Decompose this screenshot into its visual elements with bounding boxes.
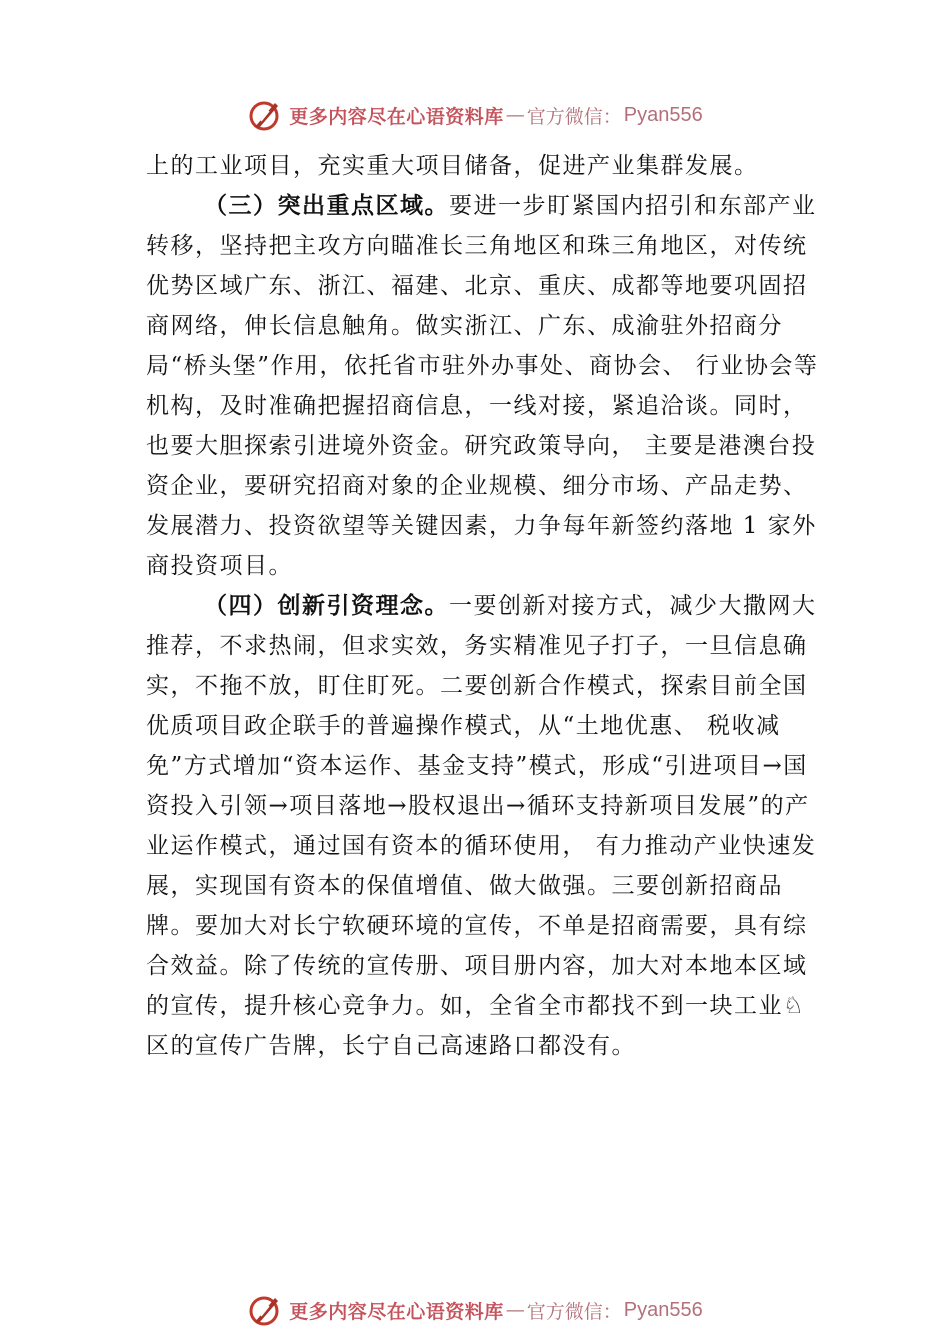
watermark-text: 更多内容尽在心语资料库: [289, 1300, 504, 1323]
paragraph-continuation: [146, 146, 826, 186]
watermark-wechat-label: 官方微信：: [526, 105, 622, 128]
footer-watermark: [0, 1288, 950, 1332]
quill-logo-icon: [247, 97, 283, 133]
header-watermark: [0, 93, 950, 137]
section-heading: （四）创新引资理念。: [204, 593, 449, 619]
paragraph-text: 要进一步盯紧国内招引和东部产业转移，坚持把主攻方向瞄准长三角地区和珠三角地区，对传统优势区域广东、浙江、福建、北京、重庆、成都等地要巩固招商网络，伸长信息触角。做实浙江、广东、成渝驻外招商分局“桥头堡”作用，依托省市驻外办事处、商协会、 行业协会等机构，及时准确把握招商信息，一线对接，紧追洽谈。同时，也要大胆探索引进境外资金。研究政策导向， 主要是港澳台投资企业，要研究招商对象的企业规模、细分市场、产品走势、发展潜力、投资欲望等关键因素，力争每年新签约落地 1 家外商投资项目。: [146, 193, 819, 579]
paragraph-section-3: [146, 186, 826, 586]
watermark-separator: —: [505, 104, 525, 126]
section-heading: （三）突出重点区域。: [204, 193, 449, 219]
paragraph-section-4: [146, 586, 826, 1066]
paragraph-text: 上的工业项目，充实重大项目储备，促进产业集群发展。: [146, 153, 759, 179]
document-body: [146, 146, 826, 1066]
watermark-separator: —: [505, 1299, 525, 1321]
quill-logo-icon: [247, 1292, 283, 1328]
watermark-text: 更多内容尽在心语资料库: [289, 105, 504, 128]
watermark-wechat-id: Pyan556: [623, 1298, 703, 1321]
paragraph-text: 一要创新对接方式，减少大撒网大推荐，不求热闹，但求实效，务实精准见子打子，一旦信息确实，不拖不放，盯住盯死。二要创新合作模式，探索目前全国优质项目政企联手的普遍操作模式，从“土地优惠、 税收减免”方式增加“资本运作、基金支持”模式，形成“引进项目→国资投入引领→项目落地→股权退出→循环支持新项目发展”的产业运作模式，通过国有资本的循环使用， 有力推动产业快速发展，实现国有资本的保值增值、做大做强。三要创新招商品牌。要加大对长宁软硬环境的宣传，不单是招商需要，具有综合效益。除了传统的宣传册、项目册内容，加大对本地本区域的宣传，提升核心竞争力。如，全省全市都找不到一块工业♘区的宣传广告牌，长宁自己高速路口都没有。: [146, 593, 817, 1059]
watermark-wechat-id: Pyan556: [623, 103, 703, 126]
watermark-wechat-label: 官方微信：: [526, 1300, 622, 1323]
